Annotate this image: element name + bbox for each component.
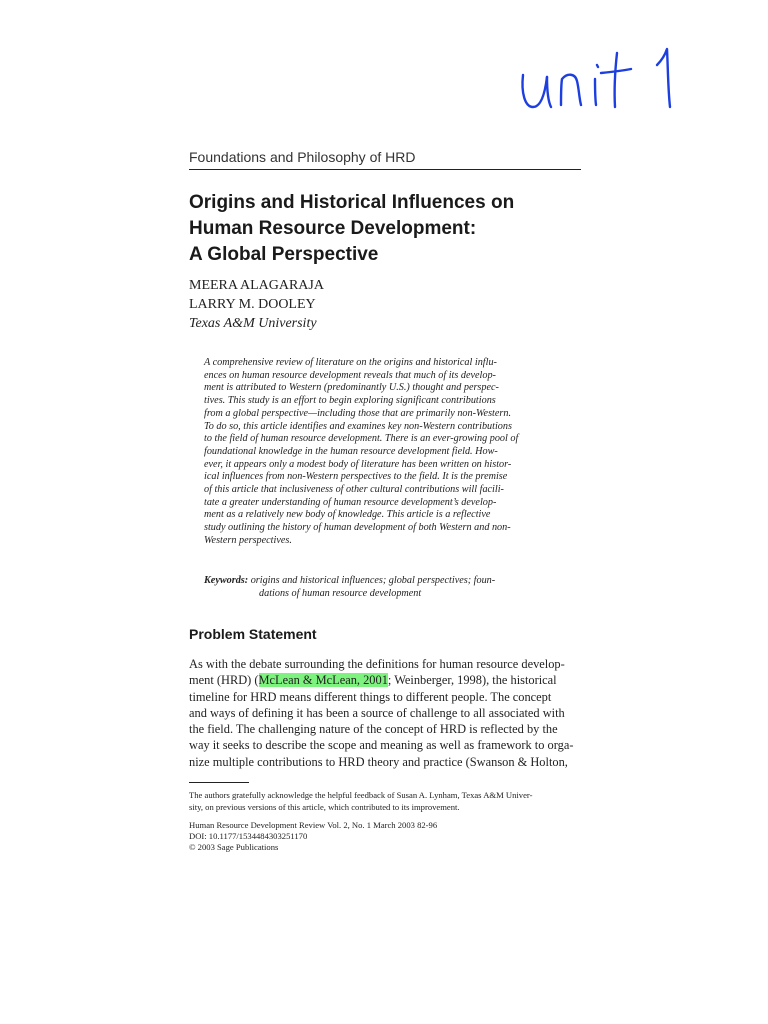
abstract-line: tate a greater understanding of human resource development’s develop- bbox=[204, 496, 497, 508]
highlighted-citation: McLean & McLean, 2001 bbox=[258, 673, 388, 688]
keywords bbox=[204, 575, 574, 600]
copyright: © 2003 Sage Publications bbox=[189, 842, 279, 852]
author-name: MEERA ALAGARAJA bbox=[189, 278, 324, 293]
abstract-line: foundational knowledge in the human resource development field. How- bbox=[204, 445, 498, 457]
article-title bbox=[189, 190, 609, 268]
keywords-text: dations of human resource development bbox=[259, 587, 422, 599]
body-line: As with the debate surrounding the definitions for human resource develop- bbox=[189, 657, 565, 671]
body-paragraph bbox=[189, 656, 581, 770]
footnote-divider bbox=[189, 782, 249, 783]
section-label: Foundations and Philosophy of HRD bbox=[189, 149, 416, 165]
body-line: way it seeks to describe the scope and meaning as well as framework to orga- bbox=[189, 738, 574, 753]
publication-info bbox=[189, 820, 437, 853]
abstract-line: study outlining the history of human development of both Western and non- bbox=[204, 522, 511, 534]
body-line: the field. The challenging nature of the concept of HRD is reflected by the bbox=[189, 722, 558, 737]
title-line: Origins and Historical Influences on bbox=[189, 192, 515, 213]
abstract-line: from a global perspective—including those that are primarily non-Western. bbox=[204, 407, 512, 419]
footnote-line: The authors gratefully acknowledge the helpful feedback of Susan A. Lynham, Texas A&M Univer- bbox=[189, 790, 533, 800]
author-name: LARRY M. DOOLEY bbox=[189, 297, 316, 312]
title-line: A Global Perspective bbox=[189, 244, 379, 265]
body-line: and ways of defining it has been a source of challenge to all associated with bbox=[189, 705, 565, 720]
body-line: nize multiple contributions to HRD theory and practice (Swanson & Holton, bbox=[189, 754, 568, 769]
footnote-line: sity, on previous versions of this article, which contributed to its improvement. bbox=[189, 802, 460, 812]
section-divider bbox=[189, 169, 581, 170]
abstract-line: Western perspectives. bbox=[204, 534, 292, 546]
journal-citation: Human Resource Development Review Vol. 2, No. 1 March 2003 82-96 bbox=[189, 820, 438, 830]
abstract-line: ment is attributed to Western (predominantly U.S.) thought and perspec- bbox=[204, 382, 499, 394]
body-text-segment: ment (HRD) ( bbox=[189, 673, 259, 688]
body-text-segment: ; Weinberger, 1998), the historical bbox=[387, 673, 557, 688]
abstract-line: to the field of human resource development. There is an ever-growing pool of bbox=[204, 433, 519, 445]
author-affiliation: Texas A&M University bbox=[189, 316, 317, 331]
title-line: Human Resource Development: bbox=[189, 218, 477, 239]
abstract-line: tives. This study is an effort to begin exploring significant contributions bbox=[204, 395, 496, 407]
abstract-line: ical influences from non-Western perspectives to the field. It is the premise bbox=[204, 471, 508, 483]
doi: DOI: 10.1177/1534484303251170 bbox=[189, 831, 308, 841]
body-line: timeline for HRD means different things to different people. The concept bbox=[189, 689, 552, 704]
author-block bbox=[189, 276, 324, 333]
abstract-line: A comprehensive review of literature on the origins and historical influ- bbox=[204, 357, 497, 368]
keywords-text: origins and historical influences; global perspectives; foun- bbox=[250, 575, 496, 586]
abstract-line: of this article that inclusiveness of other cultural contributions will facili- bbox=[204, 484, 504, 496]
acknowledgement-footnote bbox=[189, 789, 584, 813]
abstract-line: ever, it appears only a modest body of literature has been written on histor- bbox=[204, 458, 512, 470]
abstract-line: ences on human resource development reveals that much of its develop- bbox=[204, 369, 496, 381]
abstract-line: ment as a relatively new body of knowledge. This article is a reflective bbox=[204, 509, 491, 521]
body-line bbox=[189, 672, 581, 688]
abstract-line: To do so, this article identifies and examines key non-Western contributions bbox=[204, 420, 512, 432]
problem-statement-heading: Problem Statement bbox=[189, 626, 317, 642]
abstract bbox=[204, 357, 564, 548]
handwritten-unit-1-note bbox=[515, 35, 695, 125]
keywords-label: Keywords: bbox=[204, 575, 249, 586]
